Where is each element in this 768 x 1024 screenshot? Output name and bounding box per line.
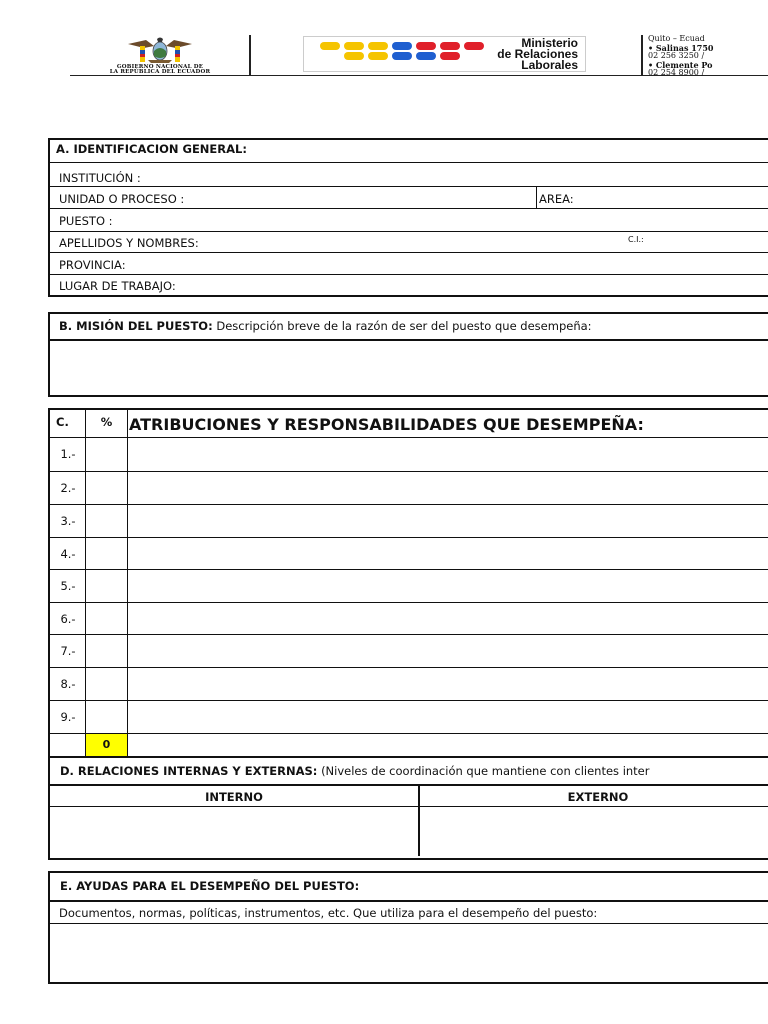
field-row-provincia[interactable] <box>50 252 768 274</box>
relations-entry-row[interactable] <box>50 806 768 856</box>
cell-divider <box>85 701 86 733</box>
logo-dot-icon <box>368 52 388 60</box>
cell-divider <box>85 734 86 756</box>
section-e-aids <box>48 871 768 984</box>
logo-dot-icon <box>440 42 460 50</box>
row-number: 7.- <box>60 644 76 658</box>
address-line: 02 254 8900 / <box>648 68 705 78</box>
cell-divider <box>127 410 128 437</box>
row-number: 6.- <box>60 612 76 626</box>
field-row-puesto[interactable] <box>50 208 768 231</box>
field-row-unidad[interactable] <box>50 186 768 208</box>
percentage-total: 0 <box>86 734 127 756</box>
row-number: 5.- <box>60 579 76 593</box>
section-a-header <box>50 140 768 162</box>
attribution-row[interactable] <box>50 504 768 537</box>
cell-divider <box>85 472 86 504</box>
address-line: • Clemente Po <box>648 59 713 70</box>
row-number: 9.- <box>60 710 76 724</box>
cell-divider <box>127 734 128 756</box>
section-b-mission <box>48 312 768 397</box>
field-row-apellidos[interactable] <box>50 231 768 252</box>
cell-divider <box>127 538 128 569</box>
cell-divider <box>127 438 128 471</box>
cell-divider <box>127 635 128 667</box>
field-label: AREA: <box>539 192 574 206</box>
section-description: Descripción breve de la razón de ser del puesto que desempeña: <box>216 319 592 333</box>
row-number: 3.- <box>60 514 76 528</box>
column-header-externo: EXTERNO <box>567 790 629 804</box>
logo-dot-icon <box>320 42 340 50</box>
column-header: % <box>100 415 113 429</box>
header-divider <box>641 35 643 76</box>
attribution-row[interactable] <box>50 700 768 733</box>
header-divider <box>249 35 251 76</box>
ministry-name-line: Ministerio <box>521 36 578 50</box>
logo-dot-icon <box>344 52 364 60</box>
address-line: Quito – Ecuad <box>648 35 705 43</box>
row-number: 4.- <box>60 547 76 561</box>
field-label: PROVINCIA: <box>59 258 126 272</box>
field-label: PUESTO : <box>59 214 113 228</box>
cell-divider <box>536 187 537 208</box>
cell-divider <box>85 668 86 700</box>
logo-dot-icon <box>440 52 460 60</box>
address-line: 02 256 3250 / <box>648 51 705 61</box>
logo-dot-icon <box>416 52 436 60</box>
mission-text-area[interactable] <box>50 339 768 395</box>
cell-divider <box>85 538 86 569</box>
gov-caption: LA REPÚBLICA DEL ECUADOR <box>109 69 211 75</box>
section-a-identification <box>48 138 768 297</box>
cell-divider <box>85 505 86 537</box>
attribution-row[interactable] <box>50 569 768 602</box>
ministry-name-line: Laborales <box>521 58 578 72</box>
relations-column-headers <box>50 784 768 806</box>
section-description: Documentos, normas, políticas, instrumentos, etc. Que utiliza para el desempeño del puesto: <box>59 906 598 920</box>
logo-dot-icon <box>392 42 412 50</box>
section-title: E. AYUDAS PARA EL DESEMPEÑO DEL PUESTO: <box>60 879 360 893</box>
section-e-header <box>50 873 768 900</box>
ministry-logo <box>303 36 586 72</box>
section-c-attributions <box>48 408 768 758</box>
logo-dot-icon <box>344 42 364 50</box>
ministry-name-line: de Relaciones <box>497 47 578 61</box>
attribution-row[interactable] <box>50 667 768 700</box>
logo-dot-icon <box>416 42 436 50</box>
cell-divider <box>127 603 128 634</box>
gov-caption: GOBIERNO NACIONAL DE <box>116 64 204 70</box>
field-label-ci: C.I.: <box>628 235 644 244</box>
field-row-institucion[interactable] <box>50 162 768 186</box>
column-header: C. <box>56 415 69 429</box>
attribution-row[interactable] <box>50 634 768 667</box>
field-label: APELLIDOS Y NOMBRES: <box>59 236 199 250</box>
section-title <box>60 764 650 778</box>
section-d-relations <box>48 757 768 860</box>
section-title-bold: B. MISIÓN DEL PUESTO: <box>59 319 213 333</box>
cell-divider <box>85 635 86 667</box>
attribution-row[interactable] <box>50 537 768 569</box>
attribution-row[interactable] <box>50 602 768 634</box>
section-d-header <box>50 757 768 784</box>
cell-divider <box>127 668 128 700</box>
attribution-row[interactable] <box>50 437 768 471</box>
field-label: UNIDAD O PROCESO : <box>59 192 185 206</box>
row-number: 1.- <box>60 447 76 461</box>
address-block <box>648 35 768 78</box>
logo-dot-icon <box>368 42 388 50</box>
cell-divider <box>127 505 128 537</box>
cell-divider <box>127 701 128 733</box>
section-b-header <box>50 314 768 339</box>
government-logo <box>82 36 238 74</box>
column-header-interno: INTERNO <box>205 790 263 804</box>
cell-divider <box>127 570 128 602</box>
total-row <box>50 733 768 756</box>
cell-divider <box>418 807 420 856</box>
cell-divider <box>85 438 86 471</box>
address-line: • Salinas 1750 <box>648 42 714 53</box>
cell-divider <box>85 603 86 634</box>
logo-dot-icon <box>464 42 484 50</box>
cell-divider <box>85 570 86 602</box>
column-header: ATRIBUCIONES Y RESPONSABILIDADES QUE DESEMPEÑA: <box>129 415 644 434</box>
section-title: A. IDENTIFICACION GENERAL: <box>56 142 247 156</box>
row-number: 8.- <box>60 677 76 691</box>
row-number: 2.- <box>60 481 76 495</box>
ministry-name <box>486 38 578 71</box>
section-title-bold: D. RELACIONES INTERNAS Y EXTERNAS: <box>60 764 318 778</box>
aids-text-area[interactable] <box>50 923 768 982</box>
section-c-header <box>50 410 768 437</box>
section-description: (Niveles de coordinación que mantiene con clientes inter <box>321 764 650 778</box>
logo-dot-icon <box>392 52 412 60</box>
field-label: INSTITUCIÓN : <box>59 171 141 185</box>
coat-of-arms-icon <box>124 36 196 64</box>
attribution-row[interactable] <box>50 471 768 504</box>
field-label: LUGAR DE TRABAJO: <box>59 279 176 293</box>
section-e-description-row <box>50 900 768 923</box>
field-row-lugar[interactable] <box>50 274 768 295</box>
cell-divider <box>127 472 128 504</box>
section-title <box>59 319 592 333</box>
